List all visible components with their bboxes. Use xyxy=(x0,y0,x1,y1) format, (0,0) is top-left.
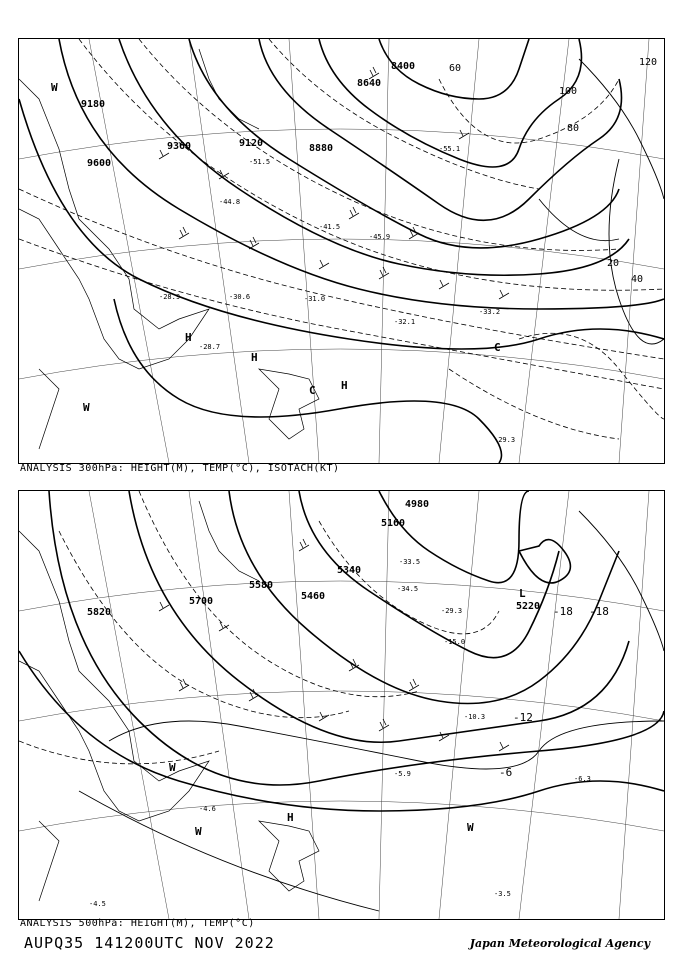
height-label: 9180 xyxy=(81,99,106,110)
temperature-label: -34.5 xyxy=(397,585,419,593)
temperature-label: -44.8 xyxy=(219,198,241,206)
pressure-center: W xyxy=(195,825,202,838)
height-contours-300 xyxy=(19,39,664,463)
map-500hpa xyxy=(19,491,664,919)
temperature-label: -41.5 xyxy=(319,223,341,231)
isotherm-label: -18 xyxy=(553,605,573,618)
height-label: 9120 xyxy=(239,138,264,149)
temperature-label: -28.7 xyxy=(199,343,221,351)
height-label: 8880 xyxy=(309,143,334,154)
temperature-label: -55.1 xyxy=(439,145,461,153)
height-label: 5340 xyxy=(337,565,362,576)
height-label: 5220 xyxy=(516,601,541,612)
temperature-label: -45.9 xyxy=(369,233,391,241)
chart-300hpa xyxy=(18,38,665,464)
pressure-center: H xyxy=(185,331,192,344)
isotherm-label: -6 xyxy=(499,766,513,779)
isotachs-300 xyxy=(539,59,664,344)
height-label: 4980 xyxy=(405,499,430,510)
height-label: 5460 xyxy=(301,591,326,602)
isotach-label: 80 xyxy=(567,123,580,134)
caption-500hpa: ANALYSIS 500hPa: HEIGHT(M), TEMP(°C) xyxy=(20,918,255,929)
temperature-label: -4.5 xyxy=(89,900,106,908)
isotach-label: 120 xyxy=(639,57,658,68)
pressure-center: W xyxy=(51,81,58,94)
temperature-label: -29.3 xyxy=(494,436,516,444)
height-label: 5160 xyxy=(381,518,406,529)
pressure-center: L xyxy=(519,587,526,600)
temperature-label: -33.5 xyxy=(399,558,421,566)
chart-code-datetime: AUPQ35 141200UTC NOV 2022 xyxy=(24,934,275,952)
temperature-label: -51.5 xyxy=(249,158,271,166)
temperature-label: -32.1 xyxy=(394,318,416,326)
height-label: 8640 xyxy=(357,78,382,89)
graticule-300 xyxy=(19,39,664,463)
wind-barbs-300 xyxy=(159,67,509,299)
height-label: 5700 xyxy=(189,596,214,607)
agency-name: Japan Meteorological Agency xyxy=(469,937,650,950)
height-label: 5580 xyxy=(249,580,274,591)
temperature-label: -4.6 xyxy=(199,805,216,813)
temperature-label: -29.3 xyxy=(441,607,463,615)
temperature-label: -3.5 xyxy=(494,890,511,898)
isotherm-solid-500 xyxy=(79,511,664,911)
temperature-label: -30.6 xyxy=(229,293,251,301)
map-300hpa xyxy=(19,39,664,463)
temperature-label: -6.3 xyxy=(574,775,591,783)
coastline-300 xyxy=(19,49,319,449)
isotach-label: 60 xyxy=(449,63,462,74)
height-label: 5820 xyxy=(87,607,112,618)
temperature-label: -28.9 xyxy=(159,293,181,301)
pressure-center: H xyxy=(287,811,294,824)
pressure-center: C xyxy=(494,341,501,354)
pressure-center: H xyxy=(251,351,258,364)
height-label: 9600 xyxy=(87,158,112,169)
isotherm-label: -12 xyxy=(513,711,533,724)
pressure-center: H xyxy=(341,379,348,392)
chart-500hpa xyxy=(18,490,665,920)
temperature-label: -33.2 xyxy=(479,308,501,316)
isotach-label: 40 xyxy=(631,274,644,285)
temperature-label: -5.9 xyxy=(394,770,411,778)
coastline-500 xyxy=(19,501,319,901)
pressure-center: W xyxy=(467,821,474,834)
temperature-label: -10.3 xyxy=(464,713,486,721)
temperature-label: -15.0 xyxy=(444,638,466,646)
pressure-center: C xyxy=(309,384,316,397)
pressure-center: W xyxy=(169,761,176,774)
height-label: 9360 xyxy=(167,141,192,152)
isotach-label: 20 xyxy=(607,258,620,269)
isotach-label: 100 xyxy=(559,86,578,97)
height-label: 8400 xyxy=(391,61,416,72)
temperature-label: -31.0 xyxy=(304,295,326,303)
pressure-center: W xyxy=(83,401,90,414)
isotherm-label: -18 xyxy=(589,605,609,618)
caption-300hpa: ANALYSIS 300hPa: HEIGHT(M), TEMP(°C), ISOTACH(KT) xyxy=(20,463,340,474)
